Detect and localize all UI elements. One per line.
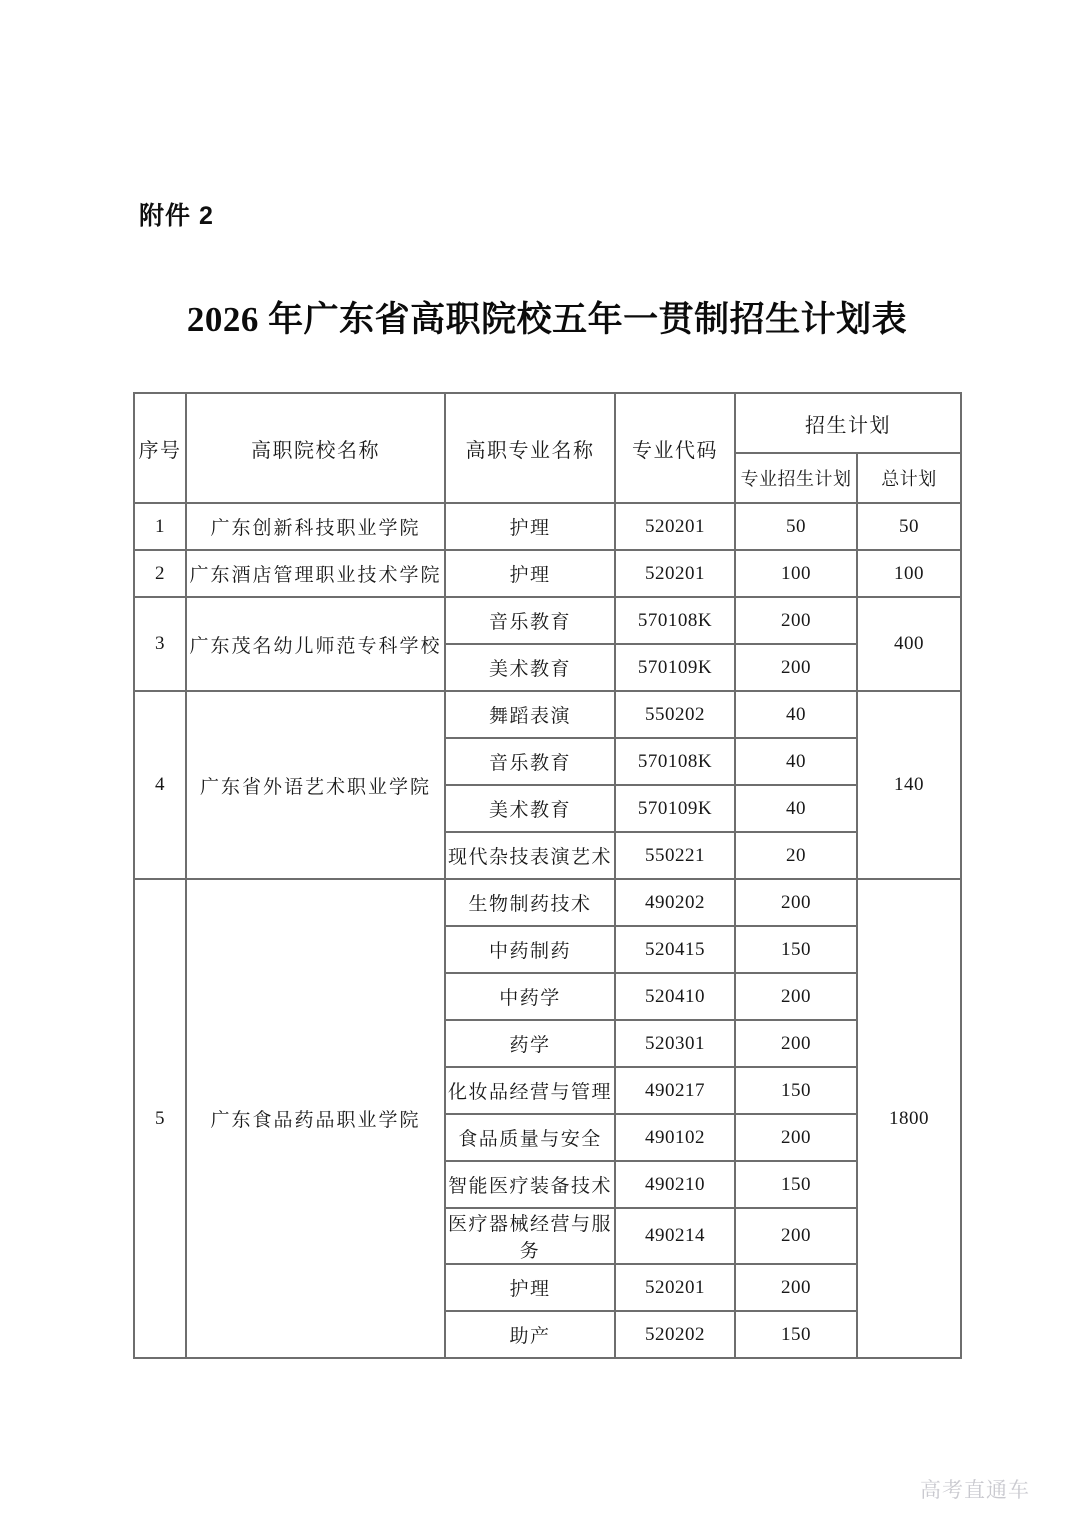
cell-major-name: 药学 (445, 1020, 615, 1067)
cell-major-code: 550221 (615, 832, 735, 879)
cell-total-plan: 50 (857, 503, 961, 550)
header-total-plan: 总计划 (857, 453, 961, 503)
header-seq: 序号 (134, 393, 186, 503)
cell-major-code: 570109K (615, 785, 735, 832)
cell-major-code: 520201 (615, 1264, 735, 1311)
watermark: 高考直通车 (920, 1479, 1030, 1502)
cell-major-plan: 40 (735, 691, 857, 738)
cell-major-plan: 40 (735, 785, 857, 832)
cell-seq: 5 (134, 879, 186, 1358)
table-row (134, 503, 961, 550)
header-code: 专业代码 (615, 393, 735, 503)
enrollment-plan-table-container (133, 392, 960, 1359)
cell-major-plan: 200 (735, 879, 857, 926)
cell-total-plan: 1800 (857, 879, 961, 1358)
cell-major-plan: 150 (735, 1067, 857, 1114)
header-major-plan: 专业招生计划 (735, 453, 857, 503)
cell-major-code: 570108K (615, 597, 735, 644)
cell-major-code: 490217 (615, 1067, 735, 1114)
cell-major-code: 520410 (615, 973, 735, 1020)
cell-school-name: 广东茂名幼儿师范专科学校 (186, 597, 445, 691)
cell-major-name: 智能医疗装备技术 (445, 1161, 615, 1208)
cell-major-plan: 200 (735, 1208, 857, 1264)
cell-total-plan: 140 (857, 691, 961, 879)
cell-major-code: 520202 (615, 1311, 735, 1358)
cell-major-code: 490202 (615, 879, 735, 926)
cell-seq: 1 (134, 503, 186, 550)
page-title: 2026 年广东省高职院校五年一贯制招生计划表 (186, 300, 908, 339)
table-row (134, 879, 961, 926)
cell-major-name: 助产 (445, 1311, 615, 1358)
cell-major-name: 中药制药 (445, 926, 615, 973)
cell-major-name: 护理 (445, 550, 615, 597)
cell-major-plan: 200 (735, 597, 857, 644)
cell-major-plan: 200 (735, 973, 857, 1020)
header-school: 高职院校名称 (186, 393, 445, 503)
cell-major-code: 520201 (615, 503, 735, 550)
cell-major-code: 570109K (615, 644, 735, 691)
cell-major-name: 生物制药技术 (445, 879, 615, 926)
cell-major-code: 520201 (615, 550, 735, 597)
table-row (134, 691, 961, 738)
cell-major-name: 化妆品经营与管理 (445, 1067, 615, 1114)
cell-major-name: 舞蹈表演 (445, 691, 615, 738)
cell-major-plan: 50 (735, 503, 857, 550)
cell-major-name: 音乐教育 (445, 738, 615, 785)
cell-major-name: 护理 (445, 503, 615, 550)
cell-major-name: 食品质量与安全 (445, 1114, 615, 1161)
cell-major-code: 490214 (615, 1208, 735, 1264)
cell-major-name: 音乐教育 (445, 597, 615, 644)
table-header-row-top (134, 393, 961, 453)
attachment-label: 附件 2 (139, 202, 214, 230)
cell-major-name: 护理 (445, 1264, 615, 1311)
cell-major-name: 美术教育 (445, 644, 615, 691)
table-body (134, 503, 961, 1358)
cell-major-plan: 200 (735, 1264, 857, 1311)
header-major: 高职专业名称 (445, 393, 615, 503)
cell-seq: 2 (134, 550, 186, 597)
cell-major-plan: 200 (735, 644, 857, 691)
cell-seq: 4 (134, 691, 186, 879)
cell-school-name: 广东酒店管理职业技术学院 (186, 550, 445, 597)
cell-school-name: 广东省外语艺术职业学院 (186, 691, 445, 879)
cell-school-name: 广东创新科技职业学院 (186, 503, 445, 550)
cell-total-plan: 100 (857, 550, 961, 597)
cell-seq: 3 (134, 597, 186, 691)
cell-major-name: 现代杂技表演艺术 (445, 832, 615, 879)
cell-major-code: 490102 (615, 1114, 735, 1161)
cell-major-plan: 200 (735, 1020, 857, 1067)
cell-major-plan: 20 (735, 832, 857, 879)
cell-major-plan: 200 (735, 1114, 857, 1161)
cell-major-plan: 40 (735, 738, 857, 785)
cell-major-code: 570108K (615, 738, 735, 785)
cell-major-plan: 150 (735, 1161, 857, 1208)
cell-major-code: 550202 (615, 691, 735, 738)
cell-major-code: 520301 (615, 1020, 735, 1067)
header-plan-group: 招生计划 (735, 393, 961, 453)
table-header (134, 393, 961, 503)
table-row (134, 550, 961, 597)
cell-major-plan: 100 (735, 550, 857, 597)
cell-total-plan: 400 (857, 597, 961, 691)
cell-major-name: 医疗器械经营与服务 (445, 1208, 615, 1264)
cell-major-plan: 150 (735, 926, 857, 973)
cell-major-name: 中药学 (445, 973, 615, 1020)
cell-major-code: 490210 (615, 1161, 735, 1208)
cell-major-code: 520415 (615, 926, 735, 973)
table-row (134, 597, 961, 644)
cell-major-plan: 150 (735, 1311, 857, 1358)
enrollment-plan-table (133, 392, 962, 1359)
cell-major-name: 美术教育 (445, 785, 615, 832)
cell-school-name: 广东食品药品职业学院 (186, 879, 445, 1358)
